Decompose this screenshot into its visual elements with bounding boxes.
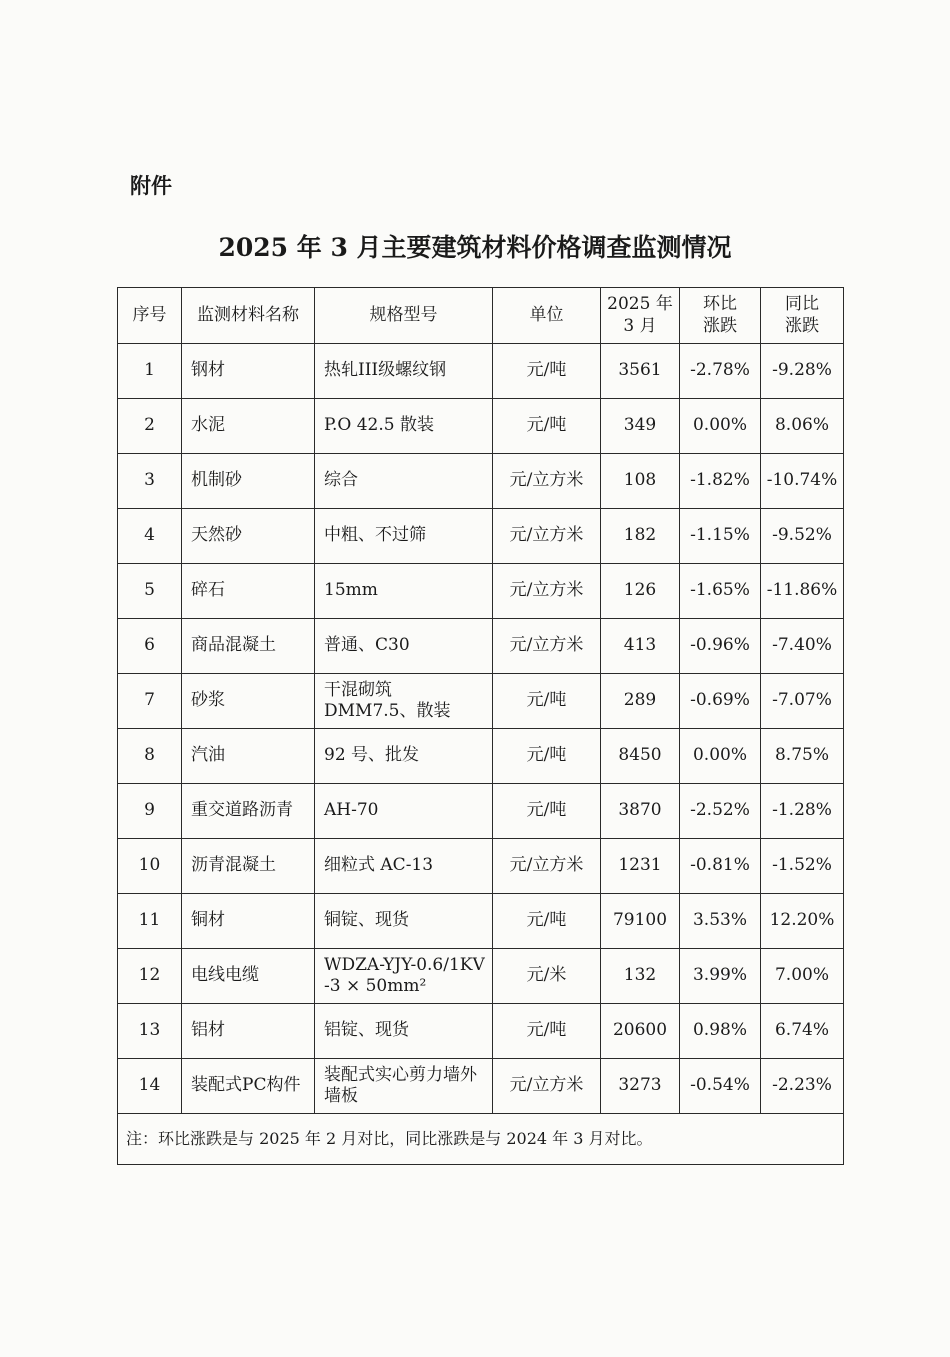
cell-yoy-change: 6.74%	[761, 1004, 844, 1059]
cell-unit: 元/立方米	[493, 564, 601, 619]
cell-material-name: 钢材	[182, 344, 315, 399]
cell-price: 126	[601, 564, 680, 619]
cell-seq: 4	[118, 509, 182, 564]
cell-unit: 元/吨	[493, 784, 601, 839]
cell-material-name: 汽油	[182, 729, 315, 784]
cell-seq: 13	[118, 1004, 182, 1059]
cell-price: 132	[601, 949, 680, 1004]
cell-seq: 1	[118, 344, 182, 399]
cell-seq: 5	[118, 564, 182, 619]
cell-yoy-change: -11.86%	[761, 564, 844, 619]
cell-seq: 14	[118, 1059, 182, 1114]
cell-seq: 11	[118, 894, 182, 949]
header-price-line1: 2025 年	[607, 294, 673, 315]
cell-spec: AH-70	[315, 784, 493, 839]
cell-material-name: 电线电缆	[182, 949, 315, 1004]
table-row	[118, 729, 844, 784]
table-row	[118, 949, 844, 1004]
header-material-name: 监测材料名称	[182, 288, 315, 344]
cell-seq: 10	[118, 839, 182, 894]
cell-seq: 9	[118, 784, 182, 839]
cell-price: 1231	[601, 839, 680, 894]
cell-unit: 元/吨	[493, 344, 601, 399]
cell-material-name: 铝材	[182, 1004, 315, 1059]
cell-price: 413	[601, 619, 680, 674]
table-row	[118, 619, 844, 674]
document-title: 2025 年 3 月主要建筑材料价格调查监测情况	[218, 233, 732, 262]
cell-yoy-change: -7.40%	[761, 619, 844, 674]
cell-spec: P.O 42.5 散装	[315, 399, 493, 454]
cell-unit: 元/吨	[493, 399, 601, 454]
cell-price: 3273	[601, 1059, 680, 1114]
table-row	[118, 564, 844, 619]
table-row	[118, 1004, 844, 1059]
cell-yoy-change: -9.52%	[761, 509, 844, 564]
cell-seq: 2	[118, 399, 182, 454]
cell-material-name: 天然砂	[182, 509, 315, 564]
cell-unit: 元/立方米	[493, 619, 601, 674]
cell-seq: 6	[118, 619, 182, 674]
cell-material-name: 装配式PC构件	[182, 1059, 315, 1114]
cell-mom-change: 0.00%	[680, 399, 761, 454]
attachment-label: 附件	[130, 174, 172, 198]
cell-unit: 元/吨	[493, 894, 601, 949]
cell-mom-change: -0.69%	[680, 674, 761, 729]
cell-spec: 15mm	[315, 564, 493, 619]
table-row	[118, 894, 844, 949]
cell-mom-change: 0.00%	[680, 729, 761, 784]
cell-material-name: 水泥	[182, 399, 315, 454]
table-row	[118, 674, 844, 729]
cell-yoy-change: -1.52%	[761, 839, 844, 894]
cell-price: 3870	[601, 784, 680, 839]
header-unit: 单位	[493, 288, 601, 344]
cell-yoy-change: -1.28%	[761, 784, 844, 839]
cell-spec: 中粗、不过筛	[315, 509, 493, 564]
header-spec: 规格型号	[315, 288, 493, 344]
cell-yoy-change: -7.07%	[761, 674, 844, 729]
header-yoy-line2: 涨跌	[785, 315, 819, 336]
header-mom-line2: 涨跌	[703, 315, 737, 336]
cell-mom-change: -0.81%	[680, 839, 761, 894]
cell-unit: 元/立方米	[493, 454, 601, 509]
cell-price: 349	[601, 399, 680, 454]
cell-yoy-change: 7.00%	[761, 949, 844, 1004]
cell-spec: WDZA-YJY-0.6/1KV -3 × 50mm²	[315, 949, 493, 1004]
cell-unit: 元/立方米	[493, 839, 601, 894]
cell-price: 3561	[601, 344, 680, 399]
price-table	[117, 287, 844, 1165]
table-row	[118, 344, 844, 399]
cell-material-name: 碎石	[182, 564, 315, 619]
header-price-line2: 3 月	[623, 315, 657, 336]
cell-mom-change: -0.96%	[680, 619, 761, 674]
header-yoy	[761, 288, 844, 344]
cell-price: 79100	[601, 894, 680, 949]
cell-mom-change: 3.53%	[680, 894, 761, 949]
cell-mom-change: -1.65%	[680, 564, 761, 619]
table-note-row	[118, 1114, 844, 1165]
cell-spec: 装配式实心剪力墙外墙板	[315, 1059, 493, 1114]
table-row	[118, 839, 844, 894]
cell-mom-change: -0.54%	[680, 1059, 761, 1114]
cell-price: 182	[601, 509, 680, 564]
table-row	[118, 399, 844, 454]
table-row	[118, 454, 844, 509]
cell-seq: 3	[118, 454, 182, 509]
cell-yoy-change: 8.06%	[761, 399, 844, 454]
header-mom	[680, 288, 761, 344]
table-row	[118, 784, 844, 839]
table-header-row	[118, 288, 844, 344]
cell-material-name: 沥青混凝土	[182, 839, 315, 894]
cell-seq: 7	[118, 674, 182, 729]
cell-spec: 干混砌筑 DMM7.5、散装	[315, 674, 493, 729]
table-row	[118, 509, 844, 564]
cell-spec: 普通、C30	[315, 619, 493, 674]
cell-seq: 8	[118, 729, 182, 784]
cell-spec: 热轧III级螺纹钢	[315, 344, 493, 399]
cell-unit: 元/立方米	[493, 1059, 601, 1114]
table-note: 注：环比涨跌是与 2025 年 2 月对比，同比涨跌是与 2024 年 3 月对比。	[118, 1114, 844, 1165]
header-price	[601, 288, 680, 344]
cell-seq: 12	[118, 949, 182, 1004]
cell-unit: 元/立方米	[493, 509, 601, 564]
cell-mom-change: -1.82%	[680, 454, 761, 509]
cell-yoy-change: -9.28%	[761, 344, 844, 399]
cell-yoy-change: -10.74%	[761, 454, 844, 509]
cell-spec: 综合	[315, 454, 493, 509]
cell-spec: 铜锭、现货	[315, 894, 493, 949]
cell-price: 8450	[601, 729, 680, 784]
header-yoy-line1: 同比	[785, 294, 819, 315]
table-row	[118, 1059, 844, 1114]
cell-price: 108	[601, 454, 680, 509]
cell-mom-change: 3.99%	[680, 949, 761, 1004]
cell-unit: 元/吨	[493, 729, 601, 784]
cell-unit: 元/吨	[493, 674, 601, 729]
cell-unit: 元/吨	[493, 1004, 601, 1059]
cell-spec: 92 号、批发	[315, 729, 493, 784]
header-mom-line1: 环比	[703, 294, 737, 315]
cell-yoy-change: 8.75%	[761, 729, 844, 784]
cell-spec: 细粒式 AC-13	[315, 839, 493, 894]
cell-material-name: 重交道路沥青	[182, 784, 315, 839]
cell-price: 20600	[601, 1004, 680, 1059]
cell-material-name: 铜材	[182, 894, 315, 949]
cell-yoy-change: -2.23%	[761, 1059, 844, 1114]
cell-price: 289	[601, 674, 680, 729]
cell-material-name: 砂浆	[182, 674, 315, 729]
cell-mom-change: 0.98%	[680, 1004, 761, 1059]
cell-material-name: 机制砂	[182, 454, 315, 509]
cell-mom-change: -2.78%	[680, 344, 761, 399]
cell-mom-change: -1.15%	[680, 509, 761, 564]
header-seq: 序号	[118, 288, 182, 344]
cell-unit: 元/米	[493, 949, 601, 1004]
cell-spec: 铝锭、现货	[315, 1004, 493, 1059]
cell-material-name: 商品混凝土	[182, 619, 315, 674]
cell-yoy-change: 12.20%	[761, 894, 844, 949]
cell-mom-change: -2.52%	[680, 784, 761, 839]
